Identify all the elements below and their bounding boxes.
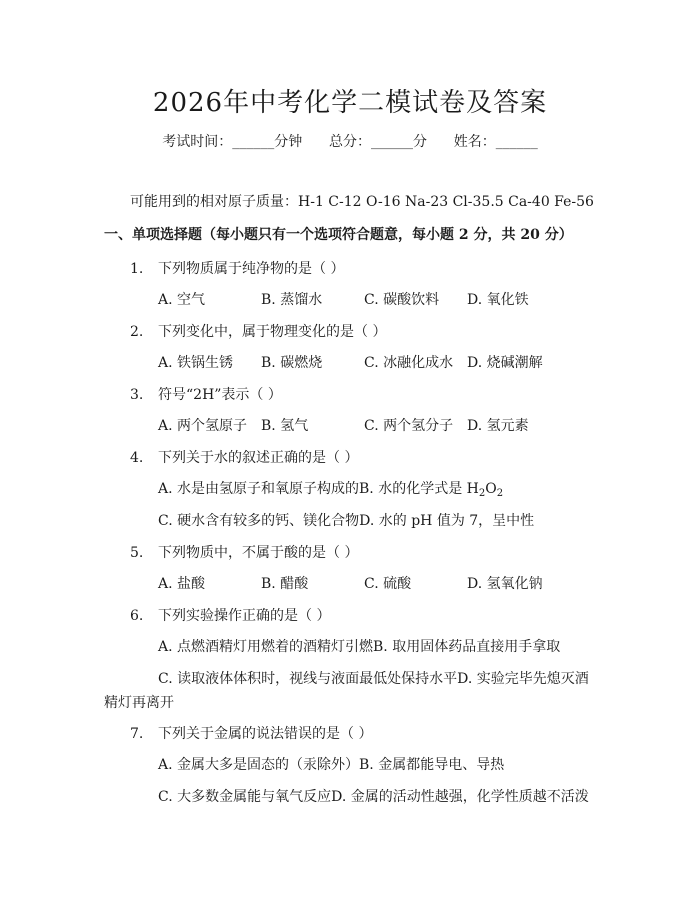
option-d: D. 氢氧化钠	[467, 576, 543, 592]
question-6-options-row1	[158, 636, 560, 656]
question-number: 1.	[130, 261, 144, 277]
option-c: C. 硬水含有较多的钙、镁化合物	[158, 513, 360, 529]
question-number: 4.	[130, 450, 144, 466]
option-a: A. 两个氢原子	[158, 418, 248, 434]
option-d: D. 氧化铁	[467, 292, 529, 308]
subscript-2: 2	[496, 488, 504, 499]
option-a: A. 空气	[158, 292, 206, 308]
question-stem: 下列变化中，属于物理变化的是（ ）	[158, 324, 387, 340]
option-c: C. 碳酸饮料	[364, 292, 440, 308]
option-d: D. 水的 pH 值为 7，呈中性	[359, 513, 535, 529]
question-number: 5.	[130, 545, 144, 561]
question-stem: 下列实验操作正确的是（ ）	[158, 608, 331, 624]
question-number: 3.	[130, 387, 144, 403]
question-3	[130, 384, 282, 404]
question-7-options-row2	[158, 786, 589, 806]
question-stem: 下列物质中，不属于酸的是（ ）	[158, 545, 359, 561]
question-number: 2.	[130, 324, 144, 340]
question-1-options	[158, 289, 529, 309]
option-d: D. 实验完毕先熄灭酒	[457, 671, 589, 687]
exam-info-line: 考试时间：______分钟 总分：______分 姓名：______	[162, 134, 538, 150]
question-2-options	[158, 352, 543, 372]
question-6	[130, 605, 330, 625]
option-b: B. 碳燃烧	[261, 355, 323, 371]
option-a: A. 铁锅生锈	[158, 355, 234, 371]
question-stem: 下列关于水的叙述正确的是（ ）	[158, 450, 359, 466]
option-b: B. 金属都能导电、导热	[359, 757, 505, 773]
question-4-options-row1	[158, 478, 503, 498]
question-stem: 下列物质属于纯净物的是（ ）	[158, 261, 345, 277]
option-b: B. 蒸馏水	[261, 292, 323, 308]
question-stem: 下列关于金属的说法错误的是（ ）	[158, 726, 373, 742]
option-b: B. 醋酸	[261, 576, 309, 592]
question-4-options-row2	[158, 510, 534, 530]
section-title: 一、单项选择题（每小题只有一个选项符合题意，每小题 2 分，共 20 分）	[104, 227, 573, 243]
atomic-mass-note: 可能用到的相对原子质量：H-1 C-12 O-16 Na-23 Cl-35.5 Ca-40 Fe-56	[130, 194, 594, 210]
question-1	[130, 258, 344, 278]
option-a: A. 点燃酒精灯用燃着的酒精灯引燃	[158, 639, 374, 655]
option-a: A. 盐酸	[158, 576, 206, 592]
option-d: D. 烧碱潮解	[467, 355, 543, 371]
option-b: B. 水的化学式是 $H_2O_2$	[359, 481, 504, 499]
option-c: C. 冰融化成水	[364, 355, 454, 371]
option-b: B. 取用固体药品直接用手拿取	[373, 639, 561, 655]
question-5	[130, 542, 358, 562]
option-c: C. 两个氢分子	[364, 418, 454, 434]
exam-title: 2026年中考化学二模试卷及答案	[152, 88, 548, 118]
option-d-continuation: 精灯再离开	[104, 695, 174, 711]
question-2	[130, 321, 386, 341]
option-d: D. 氢元素	[467, 418, 529, 434]
question-7	[130, 723, 372, 743]
option-d: D. 金属的活动性越强，化学性质越不活泼	[331, 789, 589, 805]
question-7-options-row1	[158, 754, 504, 774]
option-b: B. 氢气	[261, 418, 309, 434]
option-a: A. 水是由氢原子和氧原子构成的	[158, 481, 360, 497]
question-4	[130, 447, 358, 467]
subscript-2: 2	[478, 488, 486, 499]
question-number: 7.	[130, 726, 144, 742]
option-c: C. 读取液体体积时，视线与液面最低处保持水平	[158, 671, 458, 687]
question-number: 6.	[130, 608, 144, 624]
option-c: C. 大多数金属能与氧气反应	[158, 789, 332, 805]
option-c: C. 硫酸	[364, 576, 412, 592]
option-a: A. 金属大多是固态的（汞除外）	[158, 757, 360, 773]
question-6-options-row2	[158, 668, 589, 688]
question-5-options	[158, 573, 543, 593]
question-stem: 符号“2H”表示（ ）	[158, 387, 282, 403]
question-3-options	[158, 415, 529, 435]
